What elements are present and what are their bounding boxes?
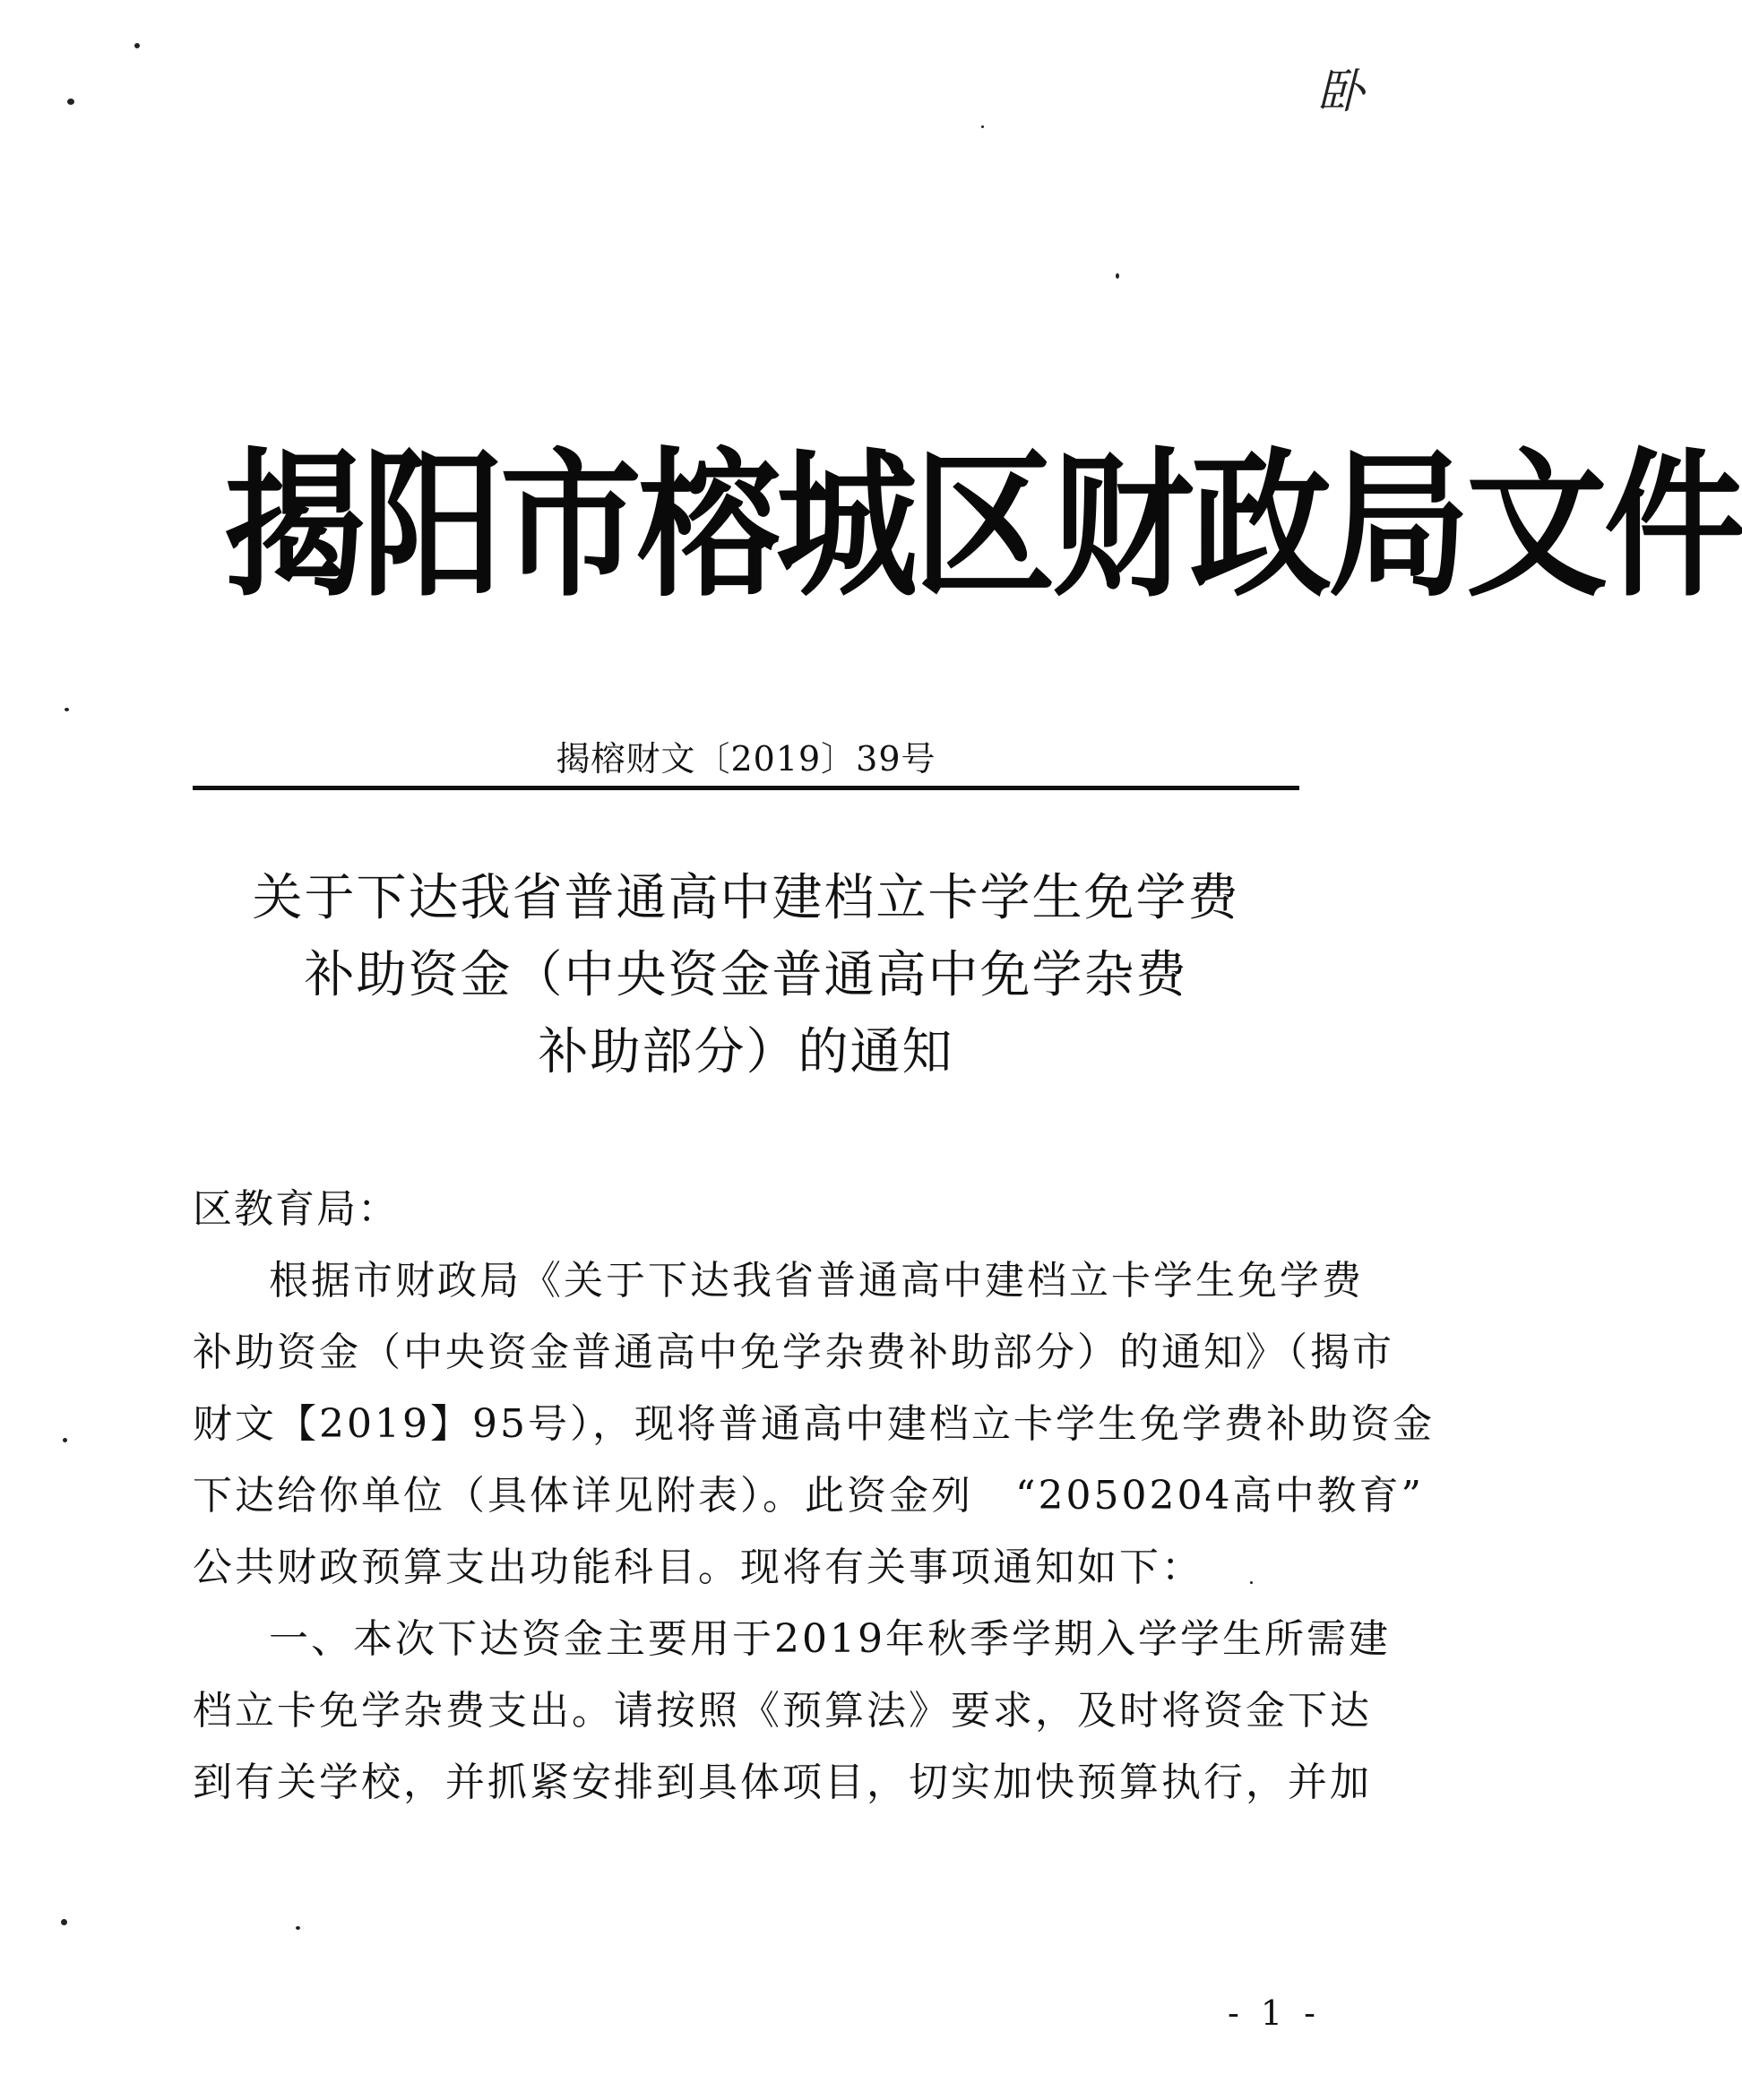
scan-speck	[65, 708, 69, 711]
masthead-divider	[193, 786, 1299, 790]
scan-speck	[61, 1919, 67, 1925]
handwritten-corner-mark: 卧	[1317, 65, 1365, 119]
body-paragraph-line: 财文【2019】95号），现将普通高中建档立卡学生免学费补助资金	[193, 1401, 1435, 1447]
body-paragraph-line: 根据市财政局《关于下达我省普通高中建档立卡学生免学费	[269, 1258, 1364, 1304]
scan-speck	[134, 43, 140, 48]
salutation: 区教育局：	[193, 1186, 399, 1232]
body-paragraph-line: 下达给你单位（具体详见附表）。此资金列 “2050204高中教育”	[193, 1473, 1424, 1519]
body-paragraph-line: 一、本次下达资金主要用于2019年秋季学期入学学生所需建	[269, 1616, 1391, 1662]
scan-speck	[63, 1438, 67, 1442]
scan-speck	[67, 99, 74, 105]
scan-speck	[296, 1926, 300, 1930]
notice-title-line: 补助资金（中央资金普通高中免学杂费	[304, 946, 1188, 1004]
scan-speck	[1116, 273, 1119, 279]
page-number: - 1 -	[1228, 1993, 1322, 2033]
notice-title-line: 关于下达我省普通高中建档立卡学生免学费	[252, 869, 1240, 927]
body-paragraph-line: 档立卡免学杂费支出。请按照《预算法》要求，及时将资金下达	[193, 1688, 1372, 1734]
body-paragraph-line: 补助资金（中央资金普通高中免学杂费补助部分）的通知》（揭市	[193, 1330, 1394, 1375]
masthead-title: 揭阳市榕城区财政局文件	[224, 433, 1742, 619]
notice-title-line: 补助部分）的通知	[538, 1023, 954, 1081]
notice-title	[193, 860, 1299, 1091]
body-paragraph-line: 到有关学校，并抓紧安排到具体项目，切实加快预算执行，并加	[193, 1760, 1372, 1805]
document-number: 揭榕财文〔2019〕39号	[556, 739, 936, 779]
scan-speck	[981, 125, 984, 128]
body-paragraph-line: 公共财政预算支出功能科目。现将有关事项通知如下：	[193, 1545, 1203, 1590]
